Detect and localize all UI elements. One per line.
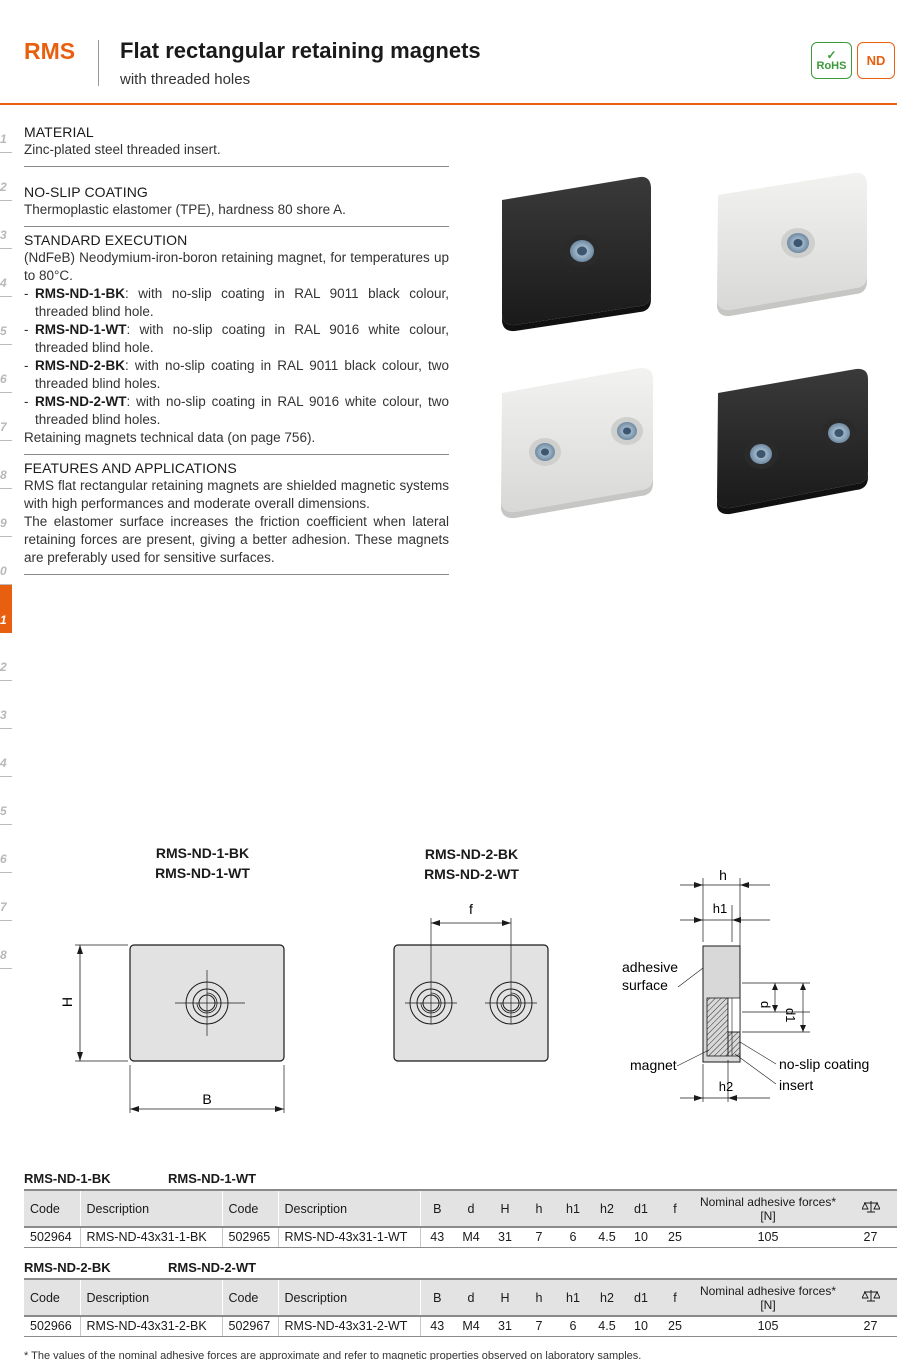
features-text-1: RMS flat rectangular retaining magnets are shielded magnetic systems with high performances and moderate overall dimensions. — [24, 478, 449, 511]
cell-h2: 4.5 — [590, 1316, 624, 1336]
cell-h1: 6 — [556, 1316, 590, 1336]
col-code: Code — [222, 1190, 278, 1227]
coating-heading: NO-SLIP COATING — [24, 184, 148, 200]
execution-item: - RMS-ND-2-BK: with no-slip coating in RAL 9011 black colour, two threaded blind holes. — [24, 358, 449, 391]
forces-unit: [N] — [760, 1208, 776, 1223]
col-f: f — [658, 1190, 692, 1227]
cell-forces: 105 — [692, 1316, 844, 1336]
execution-heading: STANDARD EXECUTION — [24, 232, 188, 248]
cell-description: RMS-ND-43x31-1-BK — [80, 1227, 222, 1247]
dim-f-label: f — [469, 901, 473, 917]
description-column — [24, 124, 449, 580]
chapter-tab[interactable]: 4 — [0, 729, 12, 777]
execution-section — [24, 232, 449, 455]
drawing-2-code-b: RMS-ND-2-WT — [424, 866, 519, 882]
drawing-2-code-a: RMS-ND-2-BK — [424, 846, 519, 862]
item-code: RMS-ND-2-WT — [35, 394, 127, 409]
cell-d1: 10 — [624, 1227, 658, 1247]
col-code: Code — [24, 1190, 80, 1227]
chapter-tab[interactable]: 6 — [0, 345, 12, 393]
item-text: : with no-slip coating in RAL 9016 white colour, two threaded blind holes. — [35, 394, 449, 427]
chapter-tab[interactable]: 7 — [0, 393, 12, 441]
drawing-section — [610, 860, 890, 1110]
rohs-badge — [811, 42, 852, 79]
cell-H: 31 — [488, 1316, 522, 1336]
drawing-1-code-b: RMS-ND-1-WT — [155, 865, 250, 881]
table-header-row — [24, 1279, 897, 1316]
col-weight — [844, 1190, 897, 1227]
dim-d1-label: d1 — [783, 1008, 798, 1023]
cell-f: 25 — [658, 1316, 692, 1336]
col-d: d — [454, 1279, 488, 1316]
forces-unit: [N] — [760, 1297, 776, 1312]
features-heading: FEATURES AND APPLICATIONS — [24, 460, 237, 476]
col-description: Description — [80, 1190, 222, 1227]
footnote: * The values of the nominal adhesive forces are approximate and refer to magnetic properties observed on laboratory samples. — [24, 1350, 642, 1360]
dim-h2-label: h2 — [718, 1079, 734, 1094]
cell-f: 25 — [658, 1227, 692, 1247]
nd-badge: ND — [857, 42, 895, 79]
col-H: H — [488, 1279, 522, 1316]
chapter-tab[interactable]: 3 — [0, 201, 12, 249]
adhesive-label-b: surface — [622, 977, 668, 993]
execution-intro: (NdFeB) Neodymium-iron-boron retaining magnet, for temperatures up to 80°C. — [24, 250, 449, 283]
header-separator — [98, 40, 99, 86]
forces-header: Nominal adhesive forces* — [699, 1194, 837, 1209]
cell-d: M4 — [454, 1316, 488, 1336]
col-f: f — [658, 1279, 692, 1316]
scale-icon — [862, 1289, 880, 1303]
table-1 — [24, 1189, 897, 1248]
chapter-tab[interactable]: 0 — [0, 537, 12, 585]
table-2 — [24, 1278, 897, 1337]
cell-code: 502965 — [222, 1227, 278, 1247]
photo-white-two-holes — [501, 368, 653, 518]
dim-h1-label: h1 — [712, 901, 728, 916]
item-code: RMS-ND-1-WT — [35, 322, 127, 337]
execution-item: - RMS-ND-2-WT: with no-slip coating in RAL 9016 white colour, two threaded blind holes. — [24, 394, 449, 427]
scale-icon — [862, 1200, 880, 1214]
table-row — [24, 1227, 897, 1247]
col-h1: h1 — [556, 1190, 590, 1227]
chapter-tab[interactable]: 6 — [0, 825, 12, 873]
col-code: Code — [24, 1279, 80, 1316]
table-2-title-b: RMS-ND-2-WT — [168, 1260, 257, 1275]
photo-black-two-holes — [717, 369, 868, 514]
coating-text: Thermoplastic elastomer (TPE), hardness 80 shore A. — [24, 202, 346, 217]
material-heading: MATERIAL — [24, 124, 94, 140]
cell-weight: 27 — [844, 1227, 897, 1247]
table-1-title-b: RMS-ND-1-WT — [168, 1171, 257, 1186]
dim-h-label: h — [719, 867, 727, 883]
dim-H-label: H — [59, 996, 75, 1008]
product-code: RMS — [24, 38, 76, 64]
chapter-tab[interactable]: 2 — [0, 153, 12, 201]
col-weight — [844, 1279, 897, 1316]
material-section — [24, 124, 449, 167]
table-1-title-a: RMS-ND-1-BK — [24, 1171, 111, 1186]
col-d: d — [454, 1190, 488, 1227]
col-h2: h2 — [590, 1279, 624, 1316]
col-H: H — [488, 1190, 522, 1227]
cell-B: 43 — [420, 1227, 454, 1247]
cell-code: 502964 — [24, 1227, 80, 1247]
execution-item: - RMS-ND-1-WT: with no-slip coating in RAL 9016 white colour, threaded blind hole. — [24, 322, 449, 355]
chapter-tab[interactable]: 3 — [0, 681, 12, 729]
col-d1: d1 — [624, 1190, 658, 1227]
col-d1: d1 — [624, 1279, 658, 1316]
execution-note: Retaining magnets technical data (on page 756). — [24, 430, 316, 445]
magnet-label: magnet — [630, 1057, 677, 1073]
cell-h1: 6 — [556, 1227, 590, 1247]
page-title: Flat rectangular retaining magnets — [120, 38, 481, 63]
table-row — [24, 1316, 897, 1336]
col-description: Description — [278, 1190, 420, 1227]
cell-description: RMS-ND-43x31-1-WT — [278, 1227, 420, 1247]
col-h: h — [522, 1279, 556, 1316]
cell-d1: 10 — [624, 1316, 658, 1336]
drawing-two-holes — [385, 890, 560, 1070]
page-subtitle: with threaded holes — [120, 71, 251, 88]
insert-label: insert — [779, 1077, 814, 1093]
cell-H: 31 — [488, 1227, 522, 1247]
cell-forces: 105 — [692, 1227, 844, 1247]
chapter-tab[interactable]: 7 — [0, 873, 12, 921]
cell-weight: 27 — [844, 1316, 897, 1336]
table-header-row — [24, 1190, 897, 1227]
dim-d-label: d — [758, 1001, 773, 1009]
item-text: : with no-slip coating in RAL 9016 white colour, threaded blind hole. — [35, 322, 449, 355]
cell-description: RMS-ND-43x31-2-BK — [80, 1316, 222, 1336]
forces-header: Nominal adhesive forces* — [699, 1283, 837, 1298]
col-description: Description — [80, 1279, 222, 1316]
rohs-badge-label: RoHS — [816, 59, 847, 72]
chapter-tab[interactable]: 1 — [0, 105, 12, 153]
features-text-2: The elastomer surface increases the friction coefficient when lateral retaining forces are present, giving a better adhesion. These magnets are preferably used for sensitive surfaces. — [24, 514, 449, 565]
product-photos — [490, 165, 890, 525]
col-forces — [692, 1279, 844, 1316]
photo-black-one-hole — [502, 177, 651, 331]
cell-code: 502967 — [222, 1316, 278, 1336]
item-text: : with no-slip coating in RAL 9011 black colour, threaded blind hole. — [35, 286, 449, 319]
drawing-2-label — [409, 844, 534, 884]
coating-section — [24, 172, 449, 227]
cell-description: RMS-ND-43x31-2-WT — [278, 1316, 420, 1336]
chapter-tab[interactable]: 4 — [0, 249, 12, 297]
cell-code: 502966 — [24, 1316, 80, 1336]
col-B: B — [420, 1279, 454, 1316]
col-B: B — [420, 1190, 454, 1227]
photo-white-one-hole — [717, 173, 867, 316]
chapter-tab[interactable]: 8 — [0, 921, 12, 969]
chapter-tab[interactable]: 9 — [0, 489, 12, 537]
drawing-1-code-a: RMS-ND-1-BK — [155, 845, 250, 861]
features-section — [24, 460, 449, 575]
chapter-tab[interactable]: 8 — [0, 441, 12, 489]
cell-h: 7 — [522, 1316, 556, 1336]
dim-B-label: B — [202, 1091, 212, 1107]
header-rule — [0, 103, 897, 105]
cell-h2: 4.5 — [590, 1227, 624, 1247]
item-code: RMS-ND-2-BK — [35, 358, 125, 373]
col-h2: h2 — [590, 1190, 624, 1227]
chapter-tab-active[interactable]: 1 — [0, 585, 12, 633]
col-h1: h1 — [556, 1279, 590, 1316]
execution-item: - RMS-ND-1-BK: with no-slip coating in RAL 9011 black colour, threaded blind hole. — [24, 286, 449, 319]
col-code: Code — [222, 1279, 278, 1316]
cell-d: M4 — [454, 1227, 488, 1247]
chapter-tab[interactable]: 2 — [0, 633, 12, 681]
chapter-tab[interactable]: 5 — [0, 777, 12, 825]
adhesive-label-a: adhesive — [622, 959, 679, 975]
col-h: h — [522, 1190, 556, 1227]
drawing-single-hole — [50, 930, 300, 1120]
chapter-tab[interactable]: 5 — [0, 297, 12, 345]
item-code: RMS-ND-1-BK — [35, 286, 125, 301]
item-text: : with no-slip coating in RAL 9011 black colour, two threaded blind holes. — [35, 358, 449, 391]
drawing-1-label — [140, 843, 265, 883]
checkmark-icon: ✓ — [826, 47, 837, 62]
cell-B: 43 — [420, 1316, 454, 1336]
noslip-label: no-slip coating — [779, 1056, 870, 1072]
col-forces — [692, 1190, 844, 1227]
col-description: Description — [278, 1279, 420, 1316]
cell-h: 7 — [522, 1227, 556, 1247]
material-text: Zinc-plated steel threaded insert. — [24, 142, 221, 157]
table-2-title-a: RMS-ND-2-BK — [24, 1260, 111, 1275]
